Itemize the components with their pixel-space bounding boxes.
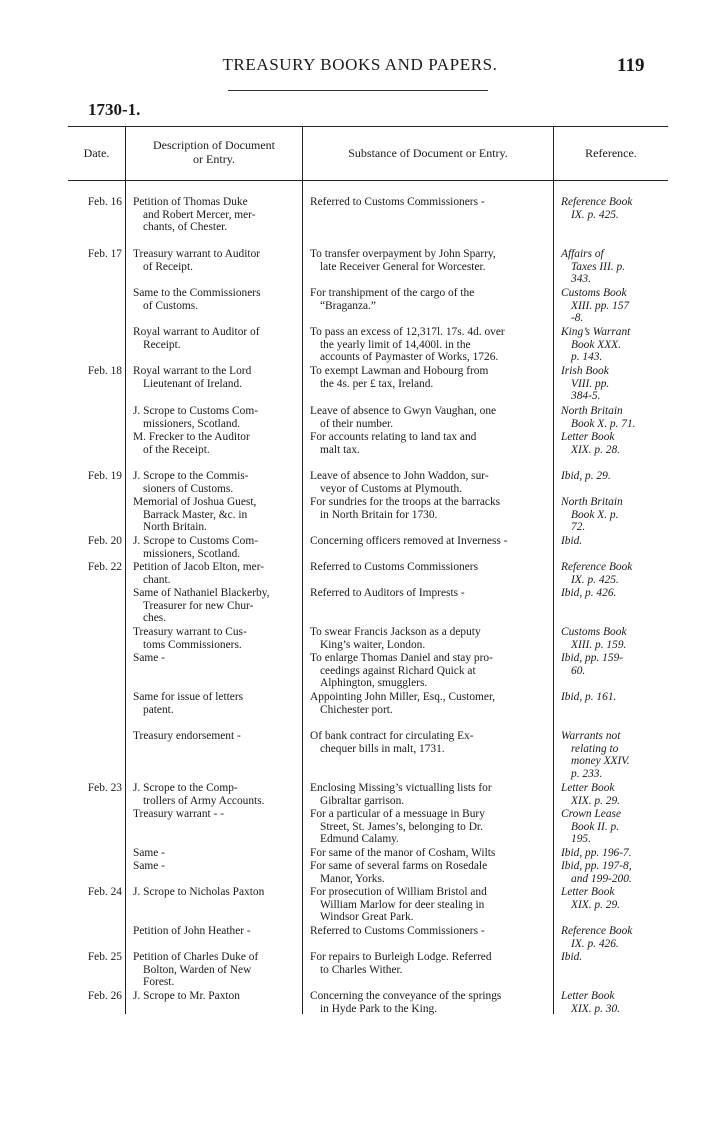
entry-reference-line: Ibid, p. 29. (561, 470, 611, 482)
entry-substance-line: William Marlow for deer stealing in (320, 898, 485, 911)
entry-description-line: Treasury warrant to Cus- (133, 626, 247, 638)
entry-substance (310, 535, 547, 548)
entry-substance-line: For sundries for the troops at the barracks (310, 496, 501, 508)
entry-description (133, 847, 298, 860)
entry-reference-line: 384-5. (571, 390, 601, 403)
entry-reference-line: XIX. p. 29. (571, 794, 621, 807)
entry-reference-line: Letter Book (561, 782, 615, 794)
column-header-description-line: or Entry. (193, 152, 235, 166)
entry-description-line: Treasury warrant - - (133, 808, 224, 820)
entry-description-line: J. Scrope to Mr. Paxton (133, 990, 240, 1002)
entry-substance (310, 626, 547, 651)
entry-date: Feb. 16 (87, 196, 122, 208)
entry-substance-line: Referred to Customs Commissioners - (310, 196, 485, 208)
entry-description-line: Memorial of Joshua Guest, (133, 496, 257, 508)
entry-description-line: missioners, Scotland. (143, 417, 241, 430)
entry-description-line: Petition of Charles Duke of (133, 951, 259, 963)
entry-description (133, 782, 298, 807)
entry-reference-line: money XXIV. (571, 755, 630, 768)
entry-reference-line: King’s Warrant (561, 326, 631, 338)
entry-description (133, 925, 298, 938)
entry-reference-line: Reference Book (561, 196, 633, 208)
entry-substance-line: Referred to Auditors of Imprests - (310, 587, 465, 599)
entry-substance-line: “Braganza.” (320, 299, 376, 312)
entry-reference-line: p. 233. (571, 767, 603, 780)
entry-description (133, 561, 298, 586)
column-divider-1 (125, 126, 126, 1014)
entry-description-line: of Receipt. (143, 260, 193, 273)
entry-date: Feb. 20 (87, 535, 122, 547)
entry-substance (310, 405, 547, 430)
entry-description (133, 886, 298, 899)
entry-substance-line: Gibraltar garrison. (320, 794, 405, 807)
entry-substance-line: Edmund Calamy. (320, 833, 399, 846)
entry-substance (310, 587, 547, 600)
entry-reference-line: 72. (571, 521, 586, 534)
entry-reference-line: Letter Book (561, 431, 615, 443)
entry-substance-line: Leave of absence to John Waddon, sur- (310, 470, 489, 482)
entry-description-line: J. Scrope to Customs Com- (133, 535, 258, 547)
entry-reference-line: 195. (571, 833, 591, 846)
entry-substance (310, 860, 547, 885)
entry-reference-line: -8. (571, 312, 584, 325)
entry-description-line: M. Frecker to the Auditor (133, 431, 250, 443)
entry-substance (310, 196, 547, 209)
entry-reference (561, 847, 653, 860)
entry-description-line: Forest. (143, 976, 175, 989)
entry-description-line: Same - (133, 652, 165, 664)
entry-substance-line: the yearly limit of 14,400l. in the (320, 338, 471, 351)
entry-reference (561, 431, 653, 456)
entry-description (133, 496, 298, 534)
entry-substance-line: Concerning officers removed at Inverness - (310, 535, 508, 547)
entry-reference (561, 470, 653, 483)
entry-reference (561, 860, 653, 885)
entry-reference-line: 343. (571, 273, 591, 286)
entry-reference-line: XIX. p. 29. (571, 898, 621, 911)
entry-substance-line: For accounts relating to land tax and (310, 431, 477, 443)
entry-reference (561, 730, 653, 780)
entry-description-line: Royal warrant to the Lord (133, 365, 252, 377)
entry-date: Feb. 17 (87, 248, 122, 260)
table-head-rule (68, 180, 668, 181)
entry-reference (561, 287, 653, 325)
entry-substance-line: To transfer overpayment by John Sparry, (310, 248, 496, 260)
entry-reference-line: XIII. p. 159. (571, 638, 627, 651)
column-header-reference: Reference. (585, 146, 637, 160)
entry-substance-line: in Hyde Park to the King. (320, 1002, 438, 1015)
entry-description-line: Receipt. (143, 338, 181, 351)
entry-reference (561, 652, 653, 677)
entry-date: Feb. 26 (87, 990, 122, 1002)
entry-substance-line: in North Britain for 1730. (320, 508, 438, 521)
entry-reference-line: IX. p. 425. (571, 208, 619, 221)
column-header-description-line: Description of Document (153, 138, 275, 152)
entry-reference-line: Ibid. (561, 535, 583, 547)
entry-description (133, 535, 298, 560)
entry-reference-line: XIX. p. 28. (571, 443, 621, 456)
entry-substance-line: To enlarge Thomas Daniel and stay pro- (310, 652, 493, 664)
entry-substance-line: Referred to Customs Commissioners (310, 561, 479, 573)
entry-description-line: J. Scrope to the Commis- (133, 470, 249, 482)
entry-substance (310, 990, 547, 1015)
entry-substance (310, 248, 547, 273)
entry-substance (310, 561, 547, 574)
entry-reference-line: and 199-200. (571, 872, 632, 885)
entry-substance-line: of their number. (320, 417, 394, 430)
entry-reference-line: Ibid, p. 426. (561, 587, 617, 599)
page-number: 119 (617, 55, 645, 76)
entry-substance (310, 782, 547, 807)
entry-description (133, 470, 298, 495)
entry-reference-line: Letter Book (561, 990, 615, 1002)
entry-reference (561, 925, 653, 950)
entry-substance-line: Manor, Yorks. (320, 872, 385, 885)
entry-description (133, 405, 298, 430)
entry-description (133, 287, 298, 312)
entry-description (133, 587, 298, 625)
entry-reference-line: Affairs of (561, 248, 604, 260)
entry-substance-line: King’s waiter, London. (320, 638, 426, 651)
entry-description-line: Lieutenant of Ireland. (143, 377, 242, 390)
entry-substance-line: chequer bills in malt, 1731. (320, 742, 445, 755)
entry-date: Feb. 23 (87, 782, 122, 794)
entry-reference (561, 587, 653, 600)
column-header-description (126, 138, 302, 166)
entry-reference-line: Ibid. (561, 951, 583, 963)
entry-substance-line: Windsor Great Park. (320, 911, 414, 924)
entry-substance-line: Leave of absence to Gwyn Vaughan, one (310, 405, 497, 417)
entry-description-line: Barrack Master, &c. in (143, 508, 248, 521)
entry-substance (310, 808, 547, 846)
entry-substance-line: Chichester port. (320, 703, 393, 716)
column-divider-2 (302, 126, 303, 1014)
entry-description-line: J. Scrope to the Comp- (133, 782, 238, 794)
entry-description-line: chant. (143, 573, 171, 586)
entry-description-line: Same for issue of letters (133, 691, 244, 703)
entry-substance-line: For same of the manor of Cosham, Wilts (310, 847, 496, 859)
entry-description (133, 248, 298, 273)
entry-substance-line: Concerning the conveyance of the springs (310, 990, 502, 1002)
entry-substance-line: ceedings against Richard Quick at (320, 664, 476, 677)
entry-reference-line: Ibid, p. 161. (561, 691, 617, 703)
entry-description-line: of the Receipt. (143, 443, 210, 456)
entry-reference-line: North Britain (561, 405, 623, 417)
entry-description (133, 365, 298, 390)
entry-reference-line: Reference Book (561, 925, 633, 937)
running-header-title: TREASURY BOOKS AND PAPERS. (222, 55, 498, 74)
entry-substance (310, 365, 547, 390)
entry-description-line: chants, of Chester. (143, 221, 228, 234)
entry-reference (561, 248, 653, 286)
entry-date: Feb. 19 (87, 470, 122, 482)
entry-reference-line: Book XXX. (571, 338, 621, 351)
entry-substance-line: Enclosing Missing’s victualling lists for (310, 782, 492, 794)
entry-reference-line: Customs Book (561, 626, 627, 638)
entry-description (133, 730, 298, 743)
entry-reference-line: p. 143. (571, 351, 603, 364)
entry-reference (561, 691, 653, 704)
entry-substance-line: For repairs to Burleigh Lodge. Referred (310, 951, 492, 963)
entry-date: Feb. 24 (87, 886, 122, 898)
entry-reference (561, 951, 653, 964)
entry-reference-line: Letter Book (561, 886, 615, 898)
entry-reference (561, 561, 653, 586)
entry-description-line: missioners, Scotland. (143, 547, 241, 560)
entry-reference (561, 808, 653, 846)
entry-description (133, 431, 298, 456)
entry-substance-line: To pass an excess of 12,317l. 17s. 4d. over (310, 326, 505, 338)
entry-description (133, 691, 298, 716)
entry-reference (561, 990, 653, 1015)
entry-reference-line: Reference Book (561, 561, 633, 573)
entry-reference-line: Customs Book (561, 287, 627, 299)
year-heading: 1730-1. (88, 100, 141, 119)
entry-substance (310, 951, 547, 976)
entry-description (133, 951, 298, 989)
entry-reference (561, 886, 653, 911)
entry-reference-line: IX. p. 425. (571, 573, 619, 586)
entry-reference (561, 626, 653, 651)
entry-substance (310, 326, 547, 364)
entry-description-line: North Britain. (143, 521, 207, 534)
entry-substance-line: malt tax. (320, 443, 360, 456)
entry-substance (310, 847, 547, 860)
entry-date: Feb. 22 (87, 561, 122, 573)
column-header-substance: Substance of Document or Entry. (348, 146, 508, 160)
entry-reference-line: Book II. p. (571, 820, 620, 833)
entry-description-line: Petition of Thomas Duke (133, 196, 248, 208)
entry-substance-line: To exempt Lawman and Hobourg from (310, 365, 489, 377)
entry-description (133, 652, 298, 665)
entry-reference-line: Book X. p. 71. (571, 417, 636, 430)
entry-substance-line: Referred to Customs Commissioners - (310, 925, 485, 937)
entry-substance-line: Street, St. James’s, belonging to Dr. (320, 820, 483, 833)
entry-reference-line: VIII. pp. (571, 377, 610, 390)
entry-substance-line: late Receiver General for Worcester. (320, 260, 486, 273)
entry-substance (310, 691, 547, 716)
entry-reference-line: XIX. p. 30. (571, 1002, 621, 1015)
entry-description-line: Royal warrant to Auditor of (133, 326, 260, 338)
entry-reference (561, 196, 653, 221)
entry-substance-line: To swear Francis Jackson as a deputy (310, 626, 481, 638)
entry-reference-line: Book X. p. (571, 508, 619, 521)
entry-description-line: and Robert Mercer, mer- (143, 208, 256, 221)
entry-description (133, 326, 298, 351)
entry-reference-line: Warrants not (561, 730, 621, 742)
entry-description-line: patent. (143, 703, 174, 716)
entry-substance-line: For transhipment of the cargo of the (310, 287, 475, 299)
entry-reference-line: Taxes III. p. (571, 260, 625, 273)
entry-description (133, 990, 298, 1003)
entry-description-line: Petition of Jacob Elton, mer- (133, 561, 265, 573)
entry-description-line: Same to the Commissioners (133, 287, 261, 299)
entry-description-line: J. Scrope to Nicholas Paxton (133, 886, 265, 898)
entry-substance-line: veyor of Customs at Plymouth. (320, 482, 463, 495)
entry-substance-line: to Charles Wither. (320, 963, 403, 976)
entry-substance-line: For a particular of a messuage in Bury (310, 808, 485, 820)
entry-description-line: Treasurer for new Chur- (143, 599, 254, 612)
entry-description-line: J. Scrope to Customs Com- (133, 405, 258, 417)
entry-date: Feb. 18 (87, 365, 122, 377)
table-top-rule (68, 126, 668, 127)
column-divider-3 (553, 126, 554, 1014)
entry-reference (561, 326, 653, 364)
entry-reference-line: IX. p. 426. (571, 937, 619, 950)
entry-substance-line: accounts of Paymaster of Works, 1726. (320, 351, 499, 364)
entry-reference-line: 60. (571, 664, 586, 677)
entry-description (133, 196, 298, 234)
entry-substance-line: For same of several farms on Rosedale (310, 860, 488, 872)
entry-description-line: Treasury warrant to Auditor (133, 248, 261, 260)
entry-substance (310, 496, 547, 521)
entry-reference-line: Ibid, pp. 196-7. (561, 847, 632, 859)
entry-substance (310, 925, 547, 938)
entry-reference (561, 496, 653, 534)
entry-substance (310, 652, 547, 690)
entry-reference (561, 365, 653, 403)
entry-description (133, 860, 298, 873)
entry-reference-line: relating to (571, 742, 619, 755)
entry-reference-line: Crown Lease (561, 808, 622, 820)
entry-description (133, 808, 298, 821)
entry-substance-line: the 4s. per £ tax, Ireland. (320, 377, 434, 390)
entry-substance (310, 886, 547, 924)
entry-date: Feb. 25 (87, 951, 122, 963)
entry-substance-line: Appointing John Miller, Esq., Customer, (310, 691, 496, 703)
entry-substance (310, 730, 547, 755)
entry-reference (561, 535, 653, 548)
entry-description-line: Petition of John Heather - (133, 925, 251, 937)
entry-reference (561, 782, 653, 807)
entry-reference-line: North Britain (561, 496, 623, 508)
column-header-date: Date. (83, 146, 110, 160)
entry-description-line: Bolton, Warden of New (143, 963, 252, 976)
entry-description-line: trollers of Army Accounts. (143, 794, 265, 807)
entry-description-line: Same - (133, 860, 165, 872)
entry-description-line: Same of Nathaniel Blackerby, (133, 587, 270, 599)
entry-reference (561, 405, 653, 430)
entry-description-line: of Customs. (143, 299, 199, 312)
entry-reference-line: Ibid, pp. 159- (561, 652, 624, 664)
entry-reference-line: XIII. pp. 157 (571, 299, 630, 312)
entry-substance (310, 470, 547, 495)
entry-substance (310, 431, 547, 456)
entry-reference-line: Irish Book (561, 365, 609, 377)
entry-description-line: Same - (133, 847, 165, 859)
entry-description-line: toms Commissioners. (143, 638, 242, 651)
entry-description-line: Treasury endorsement - (133, 730, 241, 742)
entry-substance-line: For prosecution of William Bristol and (310, 886, 487, 898)
entry-substance-line: Of bank contract for circulating Ex- (310, 730, 474, 742)
entry-substance (310, 287, 547, 312)
header-rule (228, 90, 488, 91)
entry-description-line: ches. (143, 612, 167, 625)
entry-substance-line: Alphington, smugglers. (320, 677, 428, 690)
entry-description (133, 626, 298, 651)
entry-reference-line: Ibid, pp. 197-8, (561, 860, 632, 872)
entry-description-line: sioners of Customs. (143, 482, 234, 495)
